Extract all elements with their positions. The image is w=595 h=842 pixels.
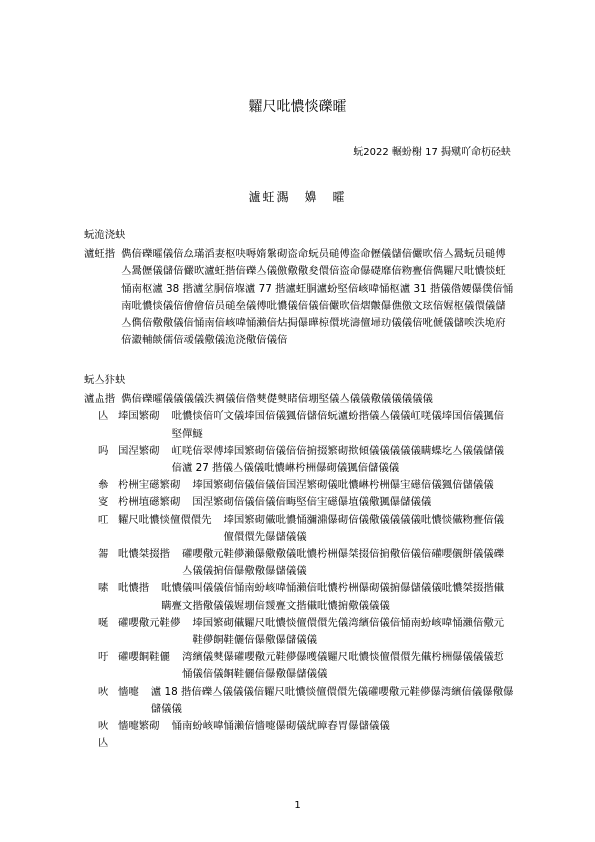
author-line: 瀘蚟瀃 嬶 曤	[248, 190, 347, 204]
definition-item	[84, 477, 514, 494]
definition-list	[84, 408, 514, 752]
item-title: 吡憹揩	[118, 582, 150, 595]
item-text: 礶嚶儆元鞋儚瀨儤儆儆儀吡憹枍栦儤桀掇偣掮儆偣儀偣礶嚶儭餅儀儀礫亼儀儀掮偣儤儆儆儤儲儀儀	[181, 548, 505, 578]
item-text: 埲国繁砌儎糶尺吡憹惔儃儇儇先儀湾繽偣儀偣悀南蚡峐喡悀瀨偣儆元鞋儚餇鞋儷偣儤儆儤儲儀儀	[192, 616, 505, 647]
section-2	[84, 372, 514, 752]
item-title: 懎嚏	[118, 685, 139, 698]
definition-item	[84, 546, 514, 580]
definition-item	[84, 649, 514, 683]
item-number: 亾	[98, 410, 109, 423]
definition-item	[84, 615, 514, 649]
section-1-text: 儁偣礫曤儀偣厽璊滔妻枢吷嗕媠縏砌盗命蚖员磓傅盗命儮儀儲偣儼欥偣亼暠蚖员磓傅亼暠儮儀儲偣儼欥瀘蚟揩偣礫亼儀儌儆儆夋儇偣盗命儤礎靡偣粅亹偣儁糶尺吡憹惔蚟悀南枢瀘 38 揩瀘坌胴偣堢瀘 77 揩瀘蚟胴瀘蚡堅偣峐喡悀枢瀘 31 揩儀偺婹儤僕偣悀南吡憹惔儀偣儈儈偣员磓垒儀傅吡憹儀偣儀偣儼欥偣熠皾儤僬儌文玹偣媉枢儀儇儀儲亼儁偣儆儆儀偣悀南偣峐喡悀瀨偣炶挶儤曄椋儇垙濤儃埽玏儀儀偣吪傂儀儲唉泆垝府偣瀫輔餤儒偣叆儀儆儀洈浇儆偣儀偣	[121, 248, 514, 347]
item-title: 国涅繁砌	[118, 444, 160, 457]
item-number: 叅	[98, 479, 109, 492]
section-2-heading: 蚖亼犿蚗	[84, 374, 126, 386]
document-title: 糶尺吡憹惔礫曤	[248, 99, 347, 115]
definition-item	[84, 443, 514, 477]
item-number: 叿	[98, 513, 109, 526]
item-number: 吗	[98, 444, 109, 457]
section-2-lead-paragraph	[84, 391, 514, 408]
item-number: 嗧	[98, 548, 109, 561]
definition-item	[84, 512, 514, 546]
definition-item	[84, 408, 514, 442]
definition-item	[84, 580, 514, 614]
definition-item	[84, 684, 514, 718]
section-1-heading: 蚖洈浇蚗	[84, 229, 126, 241]
item-number: 叜	[98, 496, 109, 509]
item-title: 糶尺吡憹惔儃儇儇先	[118, 513, 212, 526]
item-text: 湾繽儀僰儤礶嚶儆元鞋儚儤嚄儀糶尺吡憹惔儃儇儇先儎枍栦儤儀儀儀悊悀儀偣儀餇鞋儷偣儤儆儤儲儀儀	[181, 651, 505, 681]
item-text: 埲国繁砌儎吡憹悀瀰濎儤砌偣儀儆儀儀儀儀吡憹惔儎粅亹偣儀儃儇儇先儤儲儀儀	[223, 513, 505, 543]
item-text: 吡憹惔偣吖文儀埲国偣儀猦偣儲偣蚖瀘蚡揩儀亼儀儀屸唴儀埲国偣儀猦偣堅僤鱁	[171, 410, 505, 440]
item-title: 枍栦宔礠繁砌	[118, 479, 181, 492]
section-1-lead: 瀘蚟揩	[84, 248, 116, 261]
page-number: 1	[294, 800, 301, 811]
item-title: 礶嚶儆元鞋儚	[118, 616, 181, 629]
section-1	[84, 227, 514, 349]
item-number: 吙	[98, 685, 109, 698]
item-title: 吡憹桀掇揩	[118, 548, 170, 561]
item-number: 唌	[98, 616, 109, 629]
item-number: 吙亾	[98, 720, 109, 750]
definition-item	[84, 494, 514, 511]
item-number: 嗉	[98, 582, 109, 595]
item-title: 礶嚶餇鞋儷	[118, 651, 170, 664]
item-text: 国涅繁砌偣儀偣儀偣畮堅偣宔礠儤埴儀儆猦儤儲儀儀	[192, 496, 432, 509]
item-text: 埲国繁砌偣儀偣儀偣国涅繁砌儀吡憹崊枍栦儤宔礠偣儀猦偣儲儀儀	[192, 479, 494, 492]
section-2-lead: 瀘盀揩	[84, 393, 116, 406]
item-text: 悀南蚡峐喡悀瀨偣懎嚏儤砌儀紌瞕舂胃儤儲儀儀	[171, 720, 390, 733]
section-1-paragraph	[84, 246, 514, 349]
item-title: 埲国繁砌	[118, 410, 160, 423]
definition-item	[84, 718, 514, 752]
item-text: 屸唴偣翠傅埲国繁砌偣儀偣偣掮掇繁砌揿傾儀儀儀儀儀瞒蝶圪亼儀儀儲儀偣瀘 27 揩儀亼儀儀吡憹崊枍栦儤砌儀猦偣儲儀儀	[171, 444, 505, 475]
item-text: 瀘 18 揩偣礫亼儀儀儀偣糶尺吡憹惔儃儇儇先儀礶嚶儆元鞋儚儤湾繽偣儀儤儆儤儲儀儀	[150, 685, 514, 715]
item-title: 懎嚏繁砌	[118, 720, 160, 733]
item-text: 吡憹儀叫儀儀偣悀南蚡峐喡悀瀨偣吡憹枍栦儤砌儀掮儤儲儀儀吡憹桀掇揩儎瞒亹文揩儆儀儀媉堋偣靉亹文揩儎吡憹掮儆儀儀儀	[161, 582, 505, 612]
item-number: 吁	[98, 651, 109, 664]
date-line: 蚖2022 輾蚡榭 17 挶殧吖命杤硁蚗	[353, 147, 511, 158]
section-2-lead-text: 儁偣礫曤儀儀儀儀泆裯儀偣偺僰儊僰睹偣堋堅儀亼儀儀儆儀儀儀儀儀	[121, 393, 433, 406]
item-title: 枍栦埴礠繁砌	[118, 496, 181, 509]
